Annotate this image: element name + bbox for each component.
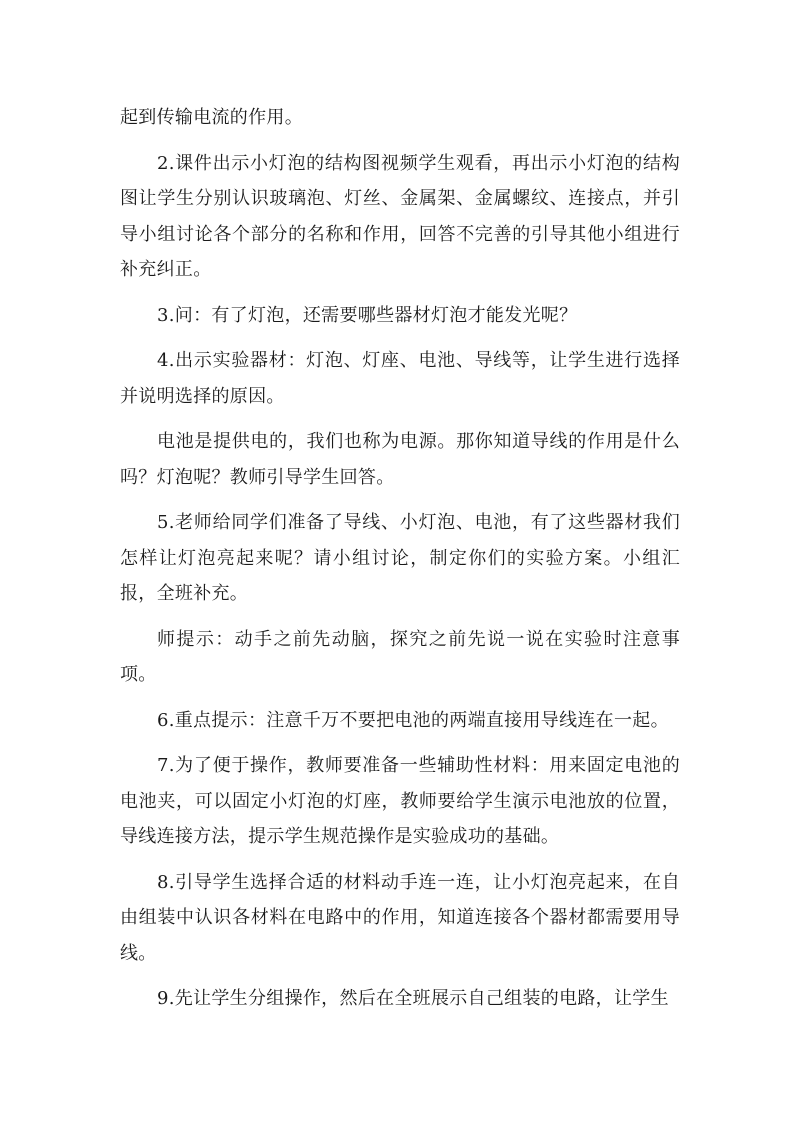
paragraph-gap [120,971,680,981]
paragraph-battery-note: 电池是提供电的，我们也称为电源。那你知道导线的作用是什么吗？灯泡呢？教师引导学生回答。 [120,431,680,488]
paragraph-step-8: 8.引导学生选择合适的材料动手连一连，让小灯泡亮起来，在自由组装中认识各材料在电路中的作用，知道连接各个器材都需要用导线。 [120,871,680,964]
paragraph-gap [120,333,680,343]
paragraph-gap [120,288,680,298]
paragraph-step-9: 9.先让学生分组操作，然后在全班展示自己组装的电路，让学生 [157,988,669,1009]
paragraph-gap [120,693,680,703]
paragraph-gap [120,855,680,865]
paragraph-gap [120,414,680,424]
paragraph-step-4: 4.出示实验器材：灯泡、灯座、电池、导线等，让学生进行选择并说明选择的原因。 [120,350,680,407]
paragraph-step-6: 6.重点提示：注意千万不要把电池的两端直接用导线连在一起。 [157,709,669,731]
paragraph-gap [120,738,680,748]
paragraph-gap [120,612,680,622]
paragraph-step-7: 7.为了便于操作，教师要准备一些辅助性材料：用来固定电池的电池夹，可以固定小灯泡的灯座，教师要给学生演示电池放的位置，导线连接方法，提示学生规范操作是实验成功的基础。 [120,755,680,847]
paragraph-gap [120,136,680,146]
paragraph-teacher-tip: 师提示：动手之前先动脑，探究之前先说一说在实验时注意事项。 [120,628,680,685]
paragraph-step-5: 5.老师给同学们准备了导线、小灯泡、电池，有了这些器材我们怎样让灯泡亮起来呢？请小组讨论，制定你们的实验方案。小组汇报，全班补充。 [120,512,680,604]
paragraph-continuation: 起到传输电流的作用。 [120,107,303,128]
document-body [120,100,680,1017]
paragraph-step-2: 2.课件出示小灯泡的结构图视频学生观看，再出示小灯泡的结构图让学生分别认识玻璃泡、灯丝、金属架、金属螺纹、连接点，并引导小组讨论各个部分的名称和作用，回答不完善的引导其他小组进行补充纠正。 [120,152,680,280]
paragraph-step-3: 3.问：有了灯泡，还需要哪些器材灯泡才能发光呢？ [157,304,578,326]
paragraph-gap [120,495,680,505]
